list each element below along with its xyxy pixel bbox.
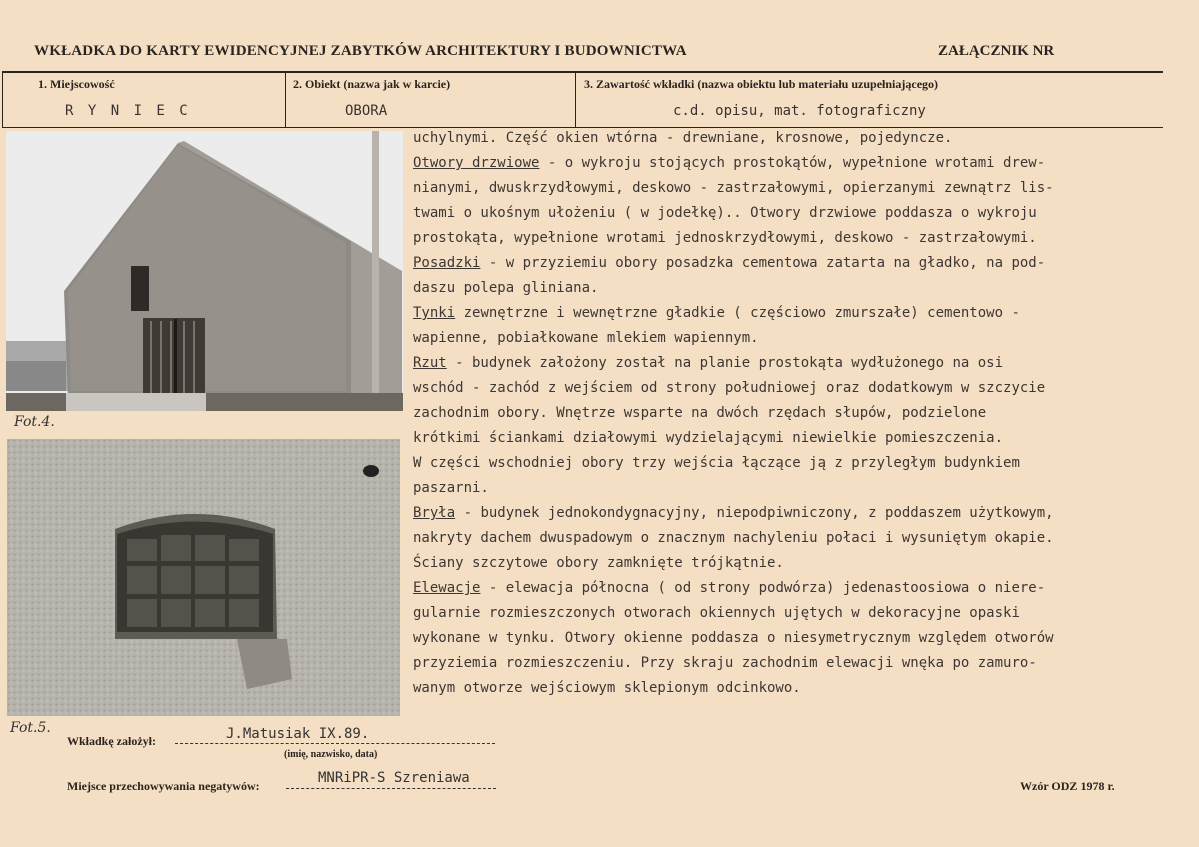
desc-line: Rzut - budynek założony został na planie prostokąta wydłużonego na osi [413,355,1004,371]
desc-line: nianymi, dwuskrzydłowymi, deskowo - zastrzałowymi, opierzanymi zewnątrz lis- [413,180,1054,196]
field-divider-2 [285,71,286,128]
field-divider-3 [575,71,576,128]
desc-line: wschód - zachód z wejściem od strony południowej oraz dodatkowym w szczycie [413,380,1046,396]
negatives-storage-line [286,788,496,789]
desc-line: Elewacje - elewacja północna ( od strony podwórza) jedenastoosiowa o niere- [413,580,1046,596]
created-by-value: J.Matusiak IX.89. [226,726,370,742]
section-elevations-heading: Elewacje [413,580,481,596]
photo2-caption: Fot.5. [10,720,51,736]
desc-line: uchylnymi. Część okien wtórna - drewniane, krosnowe, pojedyncze. [413,130,953,146]
contents-value: c.d. opisu, mat. fotograficzny [673,103,926,119]
created-by-hint: (imię, nazwisko, data) [284,749,378,760]
desc-line: wanym otworze wejściowym sklepionym odcinkowo. [413,680,801,696]
field-divider-1 [2,71,3,128]
photo-window-detail [7,439,400,716]
desc-line: krótkimi ściankami działowymi wydzielającymi niewielkie pomieszczenia. [413,430,1004,446]
desc-line: wapienne, pobiałkowane mlekiem wapiennym. [413,330,759,346]
photo-barn-gable [6,131,403,411]
desc-line: Tynki zewnętrzne i wewnętrzne gładkie ( częściowo zmurszałe) cementowo - [413,305,1020,321]
window-photo-image [7,439,400,716]
desc-line: Posadzki - w przyziemiu obory posadzka cementowa zatarta na gładko, na pod- [413,255,1046,271]
desc-line: nakryty dachem dwuspadowym o znacznym nachyleniu połaci i wysuniętym okapie. [413,530,1054,546]
desc-line: Ściany szczytowe obory zamknięte trójkątnie. [413,555,784,571]
form-model-label: Wzór ODZ 1978 r. [1020,779,1115,793]
created-by-label: Wkładkę założył: [67,734,156,748]
object-value: OBORA [345,103,388,119]
desc-line: paszarni. [413,480,489,496]
locality-label: 1. Miejscowość [38,77,115,91]
section-doors-heading: Otwory drzwiowe [413,155,540,171]
locality-value: R Y N I E C [65,103,191,119]
section-plaster-heading: Tynki [413,305,456,321]
created-by-line [175,743,495,744]
description-text [413,126,1183,701]
desc-line: twami o ukośnym ułożeniu ( w jodełkę).. Otwory drzwiowe poddasza o wykroju [413,205,1037,221]
desc-line: prostokąta, wypełnione wrotami jednoskrzydłowymi, deskowo - zastrzałowymi. [413,230,1037,246]
desc-line: wykonane w tynku. Otwory okienne poddasza o niesymetrycznym względem otworów [413,630,1054,646]
photo1-caption: Fot.4. [14,414,55,430]
header-top-rule [2,71,1163,73]
desc-line: zachodnim obory. Wnętrze wsparte na dwóch rzędach słupów, podzielone [413,405,987,421]
desc-line: gularnie rozmieszczonych otworach okiennych ujętych w dekoracyjne opaski [413,605,1020,621]
desc-line: przyziemia rozmieszczeniu. Przy skraju zachodnim elewacji wnęka po zamuro- [413,655,1037,671]
barn-photo-image [6,131,403,411]
annex-label: ZAŁĄCZNIK NR [938,43,1055,59]
card-title: WKŁADKA DO KARTY EWIDENCYJNEJ ZABYTKÓW ARCHITEKTURY I BUDOWNICTWA [34,43,687,59]
desc-line: Bryła - budynek jednokondygnacyjny, niepodpiwniczony, z poddaszem użytkowym, [413,505,1054,521]
contents-label: 3. Zawartość wkładki (nazwa obiektu lub materiału uzupełniającego) [584,77,939,91]
object-label: 2. Obiekt (nazwa jak w karcie) [293,77,451,91]
desc-line: daszu polepa gliniana. [413,280,599,296]
desc-line: Otwory drzwiowe - o wykroju stojących prostokątów, wypełnione wrotami drew- [413,155,1046,171]
section-plan-heading: Rzut [413,355,447,371]
negatives-storage-value: MNRiPR-S Szreniawa [318,770,470,786]
section-floors-heading: Posadzki [413,255,481,271]
negatives-storage-label: Miejsce przechowywania negatywów: [67,779,260,793]
desc-line: W części wschodniej obory trzy wejścia łączące ją z przyległym budynkiem [413,455,1020,471]
section-body-heading: Bryła [413,505,456,521]
